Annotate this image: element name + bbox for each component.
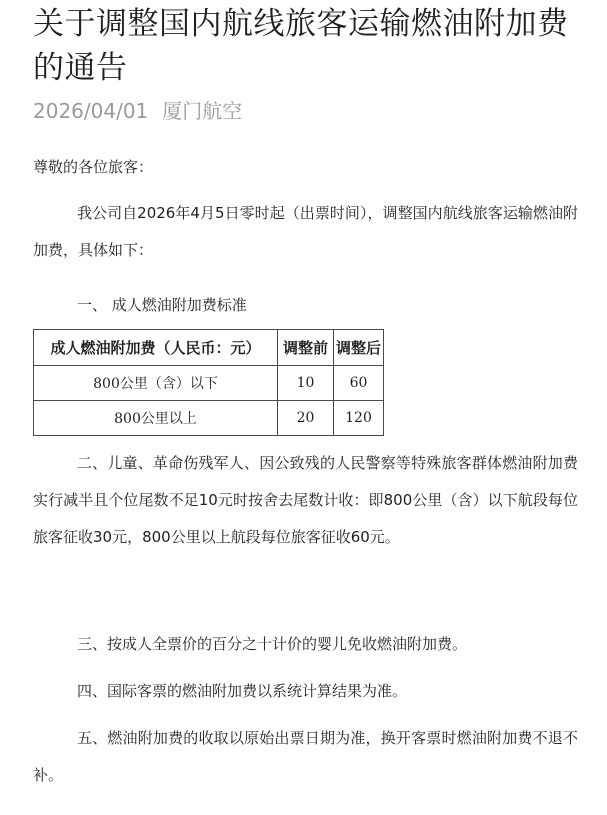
fuel-surcharge-table xyxy=(33,329,384,436)
table-cell-range: 800公里以上 xyxy=(34,401,278,436)
publish-date: 2026/04/01 xyxy=(33,99,149,123)
table-cell-after: 60 xyxy=(334,366,384,401)
table-cell-before: 10 xyxy=(278,366,334,401)
notice-meta xyxy=(33,97,242,125)
section-three-paragraph: 三、按成人全票价的百分之十计价的婴儿免收燃油附加费。 xyxy=(77,635,468,653)
table-cell-before: 20 xyxy=(278,401,334,436)
table-header-after: 调整后 xyxy=(334,330,384,366)
page-title: 关于调整国内航线旅客运输燃油附加费的通告 xyxy=(33,6,569,86)
section-four-paragraph: 四、国际客票的燃油附加费以系统计算结果为准。 xyxy=(77,682,408,700)
table-cell-after: 120 xyxy=(334,401,384,436)
intro-paragraph: 我公司自2026年4月5日零时起（出票时间），调整国内航线旅客运输燃油附加费，具体如下： xyxy=(33,204,578,259)
section-one-heading: 一、 成人燃油附加费标准 xyxy=(77,296,247,314)
table-header-row xyxy=(34,330,384,366)
table-cell-range: 800公里（含）以下 xyxy=(34,366,278,401)
table-row xyxy=(34,366,384,401)
section-two-paragraph: 二、儿童、革命伤残军人、因公致残的人民警察等特殊旅客群体燃油附加费实行减半且个位尾数不足10元时按舍去尾数计收：即800公里（含）以下航段每位旅客征收30元，800公里以上航段每位旅客征收60元。 xyxy=(33,454,578,546)
table-header-range: 成人燃油附加费（人民币：元） xyxy=(34,330,278,366)
table-row xyxy=(34,401,384,436)
section-five-paragraph: 五、燃油附加费的收取以原始出票日期为准，换开客票时燃油附加费不退不补。 xyxy=(33,729,578,784)
table-header-before: 调整前 xyxy=(278,330,334,366)
publisher-name: 厦门航空 xyxy=(162,99,243,123)
greeting: 尊敬的各位旅客： xyxy=(33,158,154,176)
